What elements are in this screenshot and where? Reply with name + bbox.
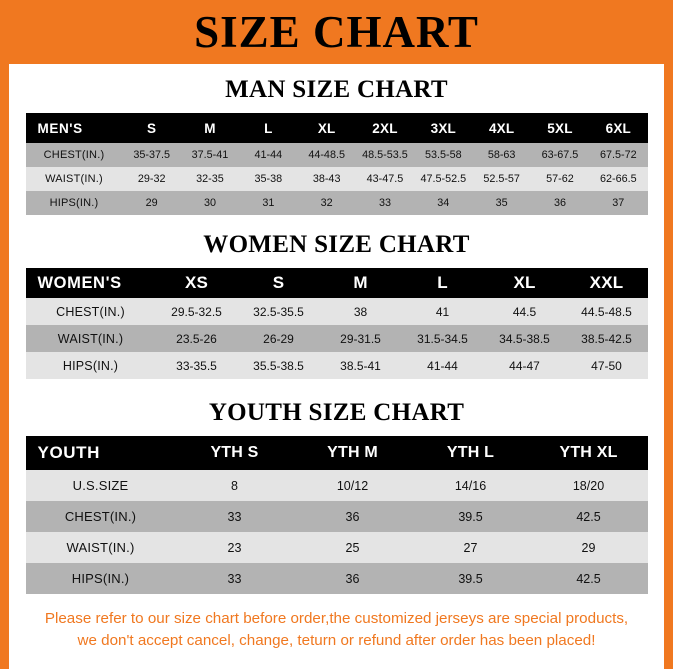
column-header: YTH L	[446, 444, 495, 461]
cell: 41	[435, 304, 450, 319]
cell: 38.5-42.5	[581, 331, 632, 346]
man-size-table	[26, 113, 648, 215]
cell: 67.5-72	[600, 149, 637, 161]
cell: 58-63	[487, 149, 516, 161]
cell: 37.5-41	[191, 149, 229, 161]
cell: 23	[227, 540, 242, 555]
row-label: WAIST(IN.)	[57, 331, 124, 346]
column-header: XS	[184, 273, 209, 292]
row-label: WAIST(IN.)	[66, 540, 135, 555]
cell: 39.5	[458, 509, 483, 524]
man-section-title: MAN SIZE CHART	[225, 76, 448, 103]
cell: 44.5	[512, 304, 537, 319]
cell: 8	[231, 478, 238, 493]
table-row	[26, 191, 648, 215]
cell: 38-43	[312, 173, 341, 185]
youth-section-title: YOUTH SIZE CHART	[208, 399, 465, 426]
table-header-row	[26, 113, 648, 143]
cell: 43-47.5	[366, 173, 404, 185]
cell: 47-50	[591, 358, 622, 373]
cell: 31.5-34.5	[417, 331, 468, 346]
cell: 26-29	[263, 331, 294, 346]
cell: 63-67.5	[541, 149, 579, 161]
column-header: XL	[317, 120, 336, 136]
table-header-row	[26, 268, 648, 298]
women-section-title: WOMEN SIZE CHART	[203, 231, 470, 258]
column-header: S	[272, 273, 285, 292]
cell: 32.5-35.5	[253, 304, 304, 319]
column-header: L	[264, 120, 273, 136]
column-header: S	[147, 120, 157, 136]
cell: 35-38	[254, 173, 283, 185]
row-label: WAIST(IN.)	[45, 173, 103, 185]
row-label: CHEST(IN.)	[43, 149, 105, 161]
cell: 39.5	[458, 571, 483, 586]
column-header: YTH S	[210, 444, 259, 461]
cell: 36	[553, 197, 566, 209]
column-header: XL	[513, 273, 536, 292]
cell: 33	[227, 509, 242, 524]
column-header: YTH M	[327, 444, 378, 461]
cell: 42.5	[576, 571, 601, 586]
table-row	[26, 352, 648, 379]
cell: 47.5-52.5	[420, 173, 467, 185]
column-header: XXL	[589, 273, 624, 292]
cell: 14/16	[454, 478, 487, 493]
cell: 29	[581, 540, 596, 555]
table-row	[26, 325, 648, 352]
cell: 25	[345, 540, 360, 555]
cell: 62-66.5	[600, 173, 637, 185]
cell: 53.5-58	[424, 149, 462, 161]
cell: 48.5-53.5	[362, 149, 408, 161]
cell: 29-32	[137, 173, 166, 185]
cell: 32	[320, 197, 333, 209]
column-header: 3XL	[430, 120, 456, 136]
cell: 35.5-38.5	[253, 358, 304, 373]
row-label: HIPS(IN.)	[62, 358, 119, 373]
cell: 37	[612, 197, 625, 209]
cell: 35	[495, 197, 508, 209]
column-header: 2XL	[372, 120, 398, 136]
row-label: HIPS(IN.)	[49, 197, 99, 209]
cell: 41-44	[427, 358, 458, 373]
cell: 18/20	[572, 478, 605, 493]
cell: 10/12	[336, 478, 369, 493]
page-banner	[9, 0, 664, 64]
table-row	[26, 167, 648, 191]
cell: 38	[353, 304, 368, 319]
row-label: U.S.SIZE	[72, 478, 129, 493]
cell: 30	[203, 197, 216, 209]
column-header: M	[204, 120, 216, 136]
table-row	[26, 532, 648, 563]
cell: 44-48.5	[308, 149, 345, 161]
cell: 36	[345, 571, 360, 586]
table-row	[26, 298, 648, 325]
women-size-table	[26, 268, 648, 379]
row-label: CHEST(IN.)	[64, 509, 137, 524]
footer-note	[9, 608, 664, 652]
table-row	[26, 470, 648, 501]
cell: 29	[145, 197, 158, 209]
column-header: L	[437, 273, 448, 292]
cell: 31	[262, 197, 275, 209]
cell: 38.5-41	[340, 358, 381, 373]
cell: 33-35.5	[176, 358, 217, 373]
cell: 52.5-57	[483, 173, 520, 185]
table-row	[26, 143, 648, 167]
cell: 29.5-32.5	[171, 304, 222, 319]
column-header: M	[353, 273, 368, 292]
cell: 41-44	[254, 149, 283, 161]
column-header: 5XL	[547, 120, 573, 136]
column-header: MEN'S	[37, 120, 83, 136]
cell: 44.5-48.5	[581, 304, 632, 319]
cell: 27	[463, 540, 478, 555]
cell: 36	[345, 509, 360, 524]
table-row	[26, 563, 648, 594]
row-label: CHEST(IN.)	[56, 304, 125, 319]
footer-line-1: Please refer to our size chart before order,the customized jerseys are special products,	[44, 610, 629, 627]
page-title: SIZE CHART	[194, 6, 479, 57]
cell: 44-47	[509, 358, 540, 373]
cell: 23.5-26	[176, 331, 217, 346]
cell: 33	[378, 197, 391, 209]
footer-line-2: we don't accept cancel, change, teturn or refund after order has been placed!	[77, 632, 596, 650]
row-label: HIPS(IN.)	[71, 571, 130, 586]
table-header-row	[26, 436, 648, 470]
cell: 42.5	[576, 509, 601, 524]
cell: 57-62	[546, 173, 574, 185]
cell: 34	[437, 197, 450, 209]
cell: 32-35	[196, 173, 224, 185]
column-header: YOUTH	[37, 443, 100, 462]
column-header: WOMEN'S	[37, 273, 122, 292]
cell: 34.5-38.5	[499, 331, 550, 346]
column-header: 4XL	[488, 120, 515, 136]
cell: 35-37.5	[133, 149, 170, 161]
table-row	[26, 501, 648, 532]
cell: 29-31.5	[340, 331, 381, 346]
column-header: YTH XL	[559, 444, 618, 461]
column-header: 6XL	[605, 120, 631, 136]
youth-size-table	[26, 436, 648, 594]
cell: 33	[227, 571, 242, 586]
